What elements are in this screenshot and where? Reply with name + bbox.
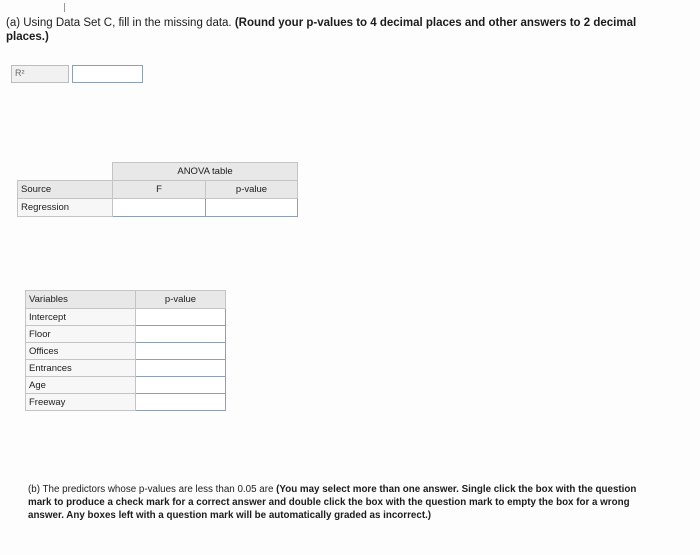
anova-col-f: F [113, 181, 206, 199]
question-a-text [6, 16, 666, 44]
variable-pvalue-input[interactable] [136, 377, 226, 394]
variable-pvalue-input[interactable] [136, 394, 226, 411]
variables-table [25, 290, 226, 411]
anova-col-source: Source [18, 181, 113, 199]
variables-col-pvalue: p-value [136, 291, 226, 309]
variable-name: Age [26, 377, 136, 394]
anova-f-input[interactable] [113, 199, 206, 217]
anova-table-title: ANOVA table [113, 163, 298, 181]
variable-name: Freeway [26, 394, 136, 411]
r-squared-label: R² [11, 65, 69, 83]
question-b-prefix: (b) The predictors whose p-values are less than 0.05 are [28, 484, 277, 495]
text-cursor-mark [64, 3, 65, 12]
variables-col-variables: Variables [26, 291, 136, 309]
variable-name: Floor [26, 326, 136, 343]
anova-col-pvalue: p-value [206, 181, 298, 199]
variable-pvalue-input[interactable] [136, 343, 226, 360]
variable-name: Offices [26, 343, 136, 360]
variable-pvalue-input[interactable] [136, 309, 226, 326]
anova-pvalue-input[interactable] [206, 199, 298, 217]
variable-name: Intercept [26, 309, 136, 326]
variable-name: Entrances [26, 360, 136, 377]
anova-table [17, 162, 298, 217]
question-b-text [28, 483, 640, 522]
r-squared-input[interactable] [72, 65, 143, 83]
question-a-prefix: (a) Using Data Set C, fill in the missing data. [6, 17, 235, 29]
question-b-instructions: (You may select more than one answer. Single click the box with the question mark to produce a check mark for a correct answer and double click the box with the question mark to empty the box for a wrong answer. Any boxes left with a question mark will be automatically graded as incorrect.) [28, 484, 637, 521]
variable-pvalue-input[interactable] [136, 326, 226, 343]
anova-row-regression: Regression [18, 199, 113, 217]
variable-pvalue-input[interactable] [136, 360, 226, 377]
question-a-instructions: (Round your p-values to 4 decimal places and other answers to 2 decimal places.) [6, 17, 637, 43]
